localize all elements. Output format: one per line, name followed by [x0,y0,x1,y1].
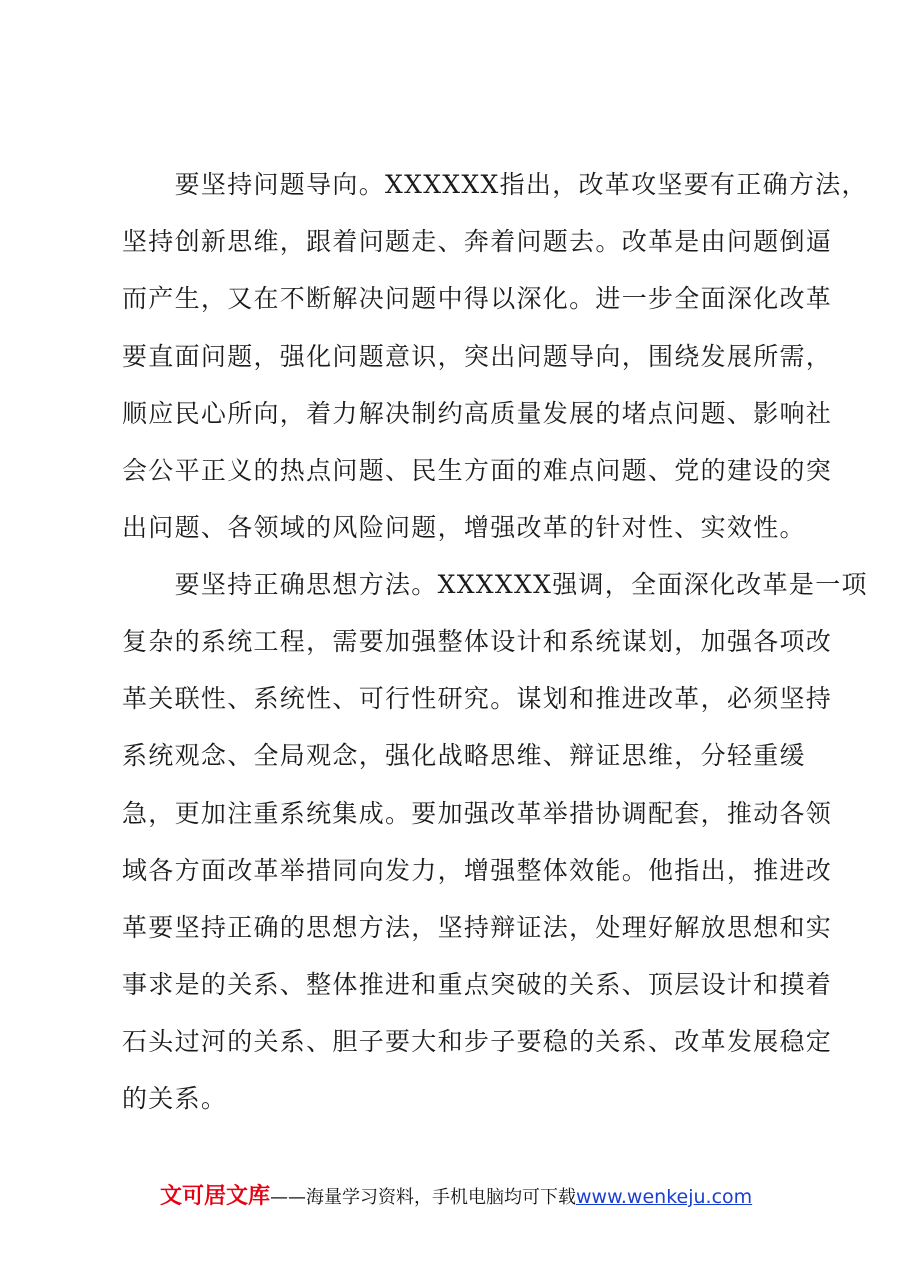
body-text-line: 事求是的关系、整体推进和重点突破的关系、顶层设计和摸着 [122,970,833,999]
body-text-line: 域各方面改革举措同向发力，增强整体效能。他指出，推进改 [122,856,833,885]
body-text-line: 会公平正义的热点问题、民生方面的难点问题、党的建设的突 [122,456,833,485]
body-text-line: 出问题、各领域的风险问题，增强改革的针对性、实效性。 [122,513,806,542]
body-text-line: 革要坚持正确的思想方法，坚持辩证法，处理好解放思想和实 [122,913,833,942]
body-text-line: 要直面问题，强化问题意识，突出问题导向，围绕发展所需， [122,342,833,371]
body-text-line: 要坚持正确思想方法。XXXXXX强调，全面深化改革是一项 [122,570,868,599]
body-text-line: 革关联性、系统性、可行性研究。谋划和推进改革，必须坚持 [122,684,833,713]
body-text-line: 的关系。 [122,1084,228,1113]
footer-tagline: ——海量学习资料，手机电脑均可下载 [270,1187,577,1208]
brand-logo-text: 文可居文库 [160,1184,271,1209]
website-link[interactable]: www.wenkeju.com [576,1186,753,1208]
body-text-line: 坚持创新思维，跟着问题走、奔着问题去。改革是由问题倒逼 [122,227,833,256]
body-text-line: 复杂的系统工程，需要加强整体设计和系统谋划，加强各项改 [122,627,833,656]
body-text-line: 顺应民心所向，着力解决制约高质量发展的堵点问题、影响社 [122,399,833,428]
body-text-line: 系统观念、全局观念，强化战略思维、辩证思维，分轻重缓 [122,741,806,770]
body-text-line: 而产生，又在不断解决问题中得以深化。进一步全面深化改革 [122,284,833,313]
body-text-line: 急，更加注重系统集成。要加强改革举措协调配套，推动各领 [122,799,833,828]
body-text-line: 石头过河的关系、胆子要大和步子要稳的关系、改革发展稳定 [122,1027,833,1056]
body-text-line: 要坚持问题导向。XXXXXX指出，改革攻坚要有正确方法， [122,170,868,199]
footer-banner [160,1182,752,1212]
